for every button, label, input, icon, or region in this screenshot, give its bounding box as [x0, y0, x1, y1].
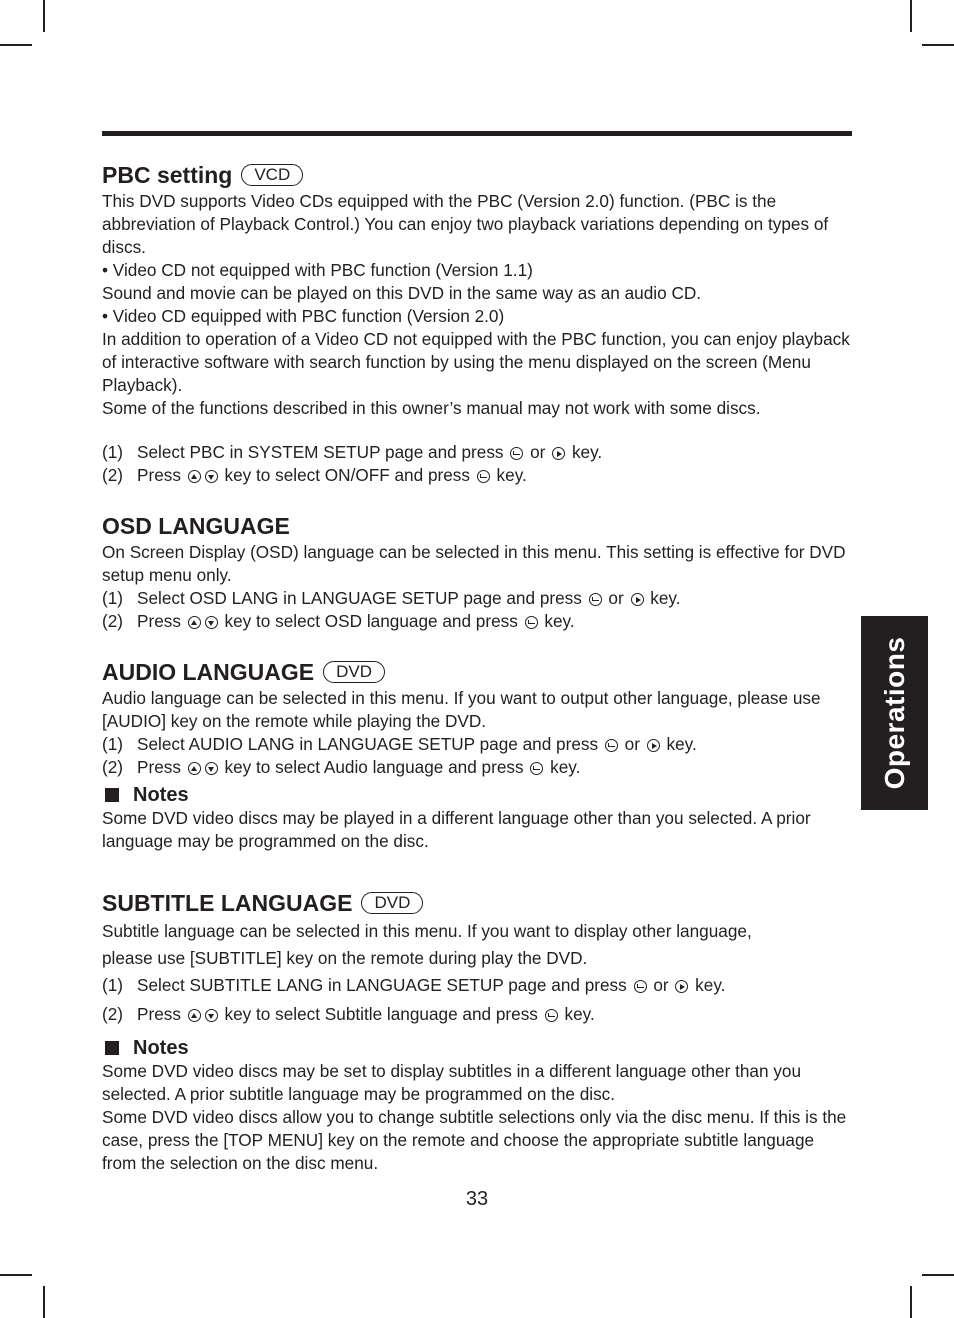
- notes-title: Notes: [133, 1037, 189, 1059]
- audio-heading: [102, 657, 852, 687]
- enter-icon: [545, 1009, 558, 1022]
- pbc-heading: [102, 160, 852, 190]
- pbc-bullet-1: • Video CD not equipped with PBC function (Version 1.1): [102, 260, 533, 280]
- subtitle-title: SUBTITLE LANGUAGE: [102, 890, 353, 916]
- crop-mark: [43, 1286, 45, 1318]
- subtitle-step-2: [102, 1001, 852, 1028]
- down-arrow-icon: [205, 616, 218, 629]
- pbc-note: Some of the functions described in this owner’s manual may not work with some discs.: [102, 398, 761, 418]
- osd-step-1: [102, 587, 852, 610]
- vcd-badge: VCD: [241, 164, 303, 186]
- pbc-bullet-2-text: In addition to operation of a Video CD not equipped with the PBC function, you can enjoy playback of interactive software with search function by using the menu displayed on the screen (Menu Playback).: [102, 329, 850, 395]
- down-arrow-icon: [205, 1009, 218, 1022]
- step-number: (2): [102, 611, 124, 631]
- osd-heading: [102, 511, 852, 541]
- step-number: (1): [102, 734, 124, 754]
- or-text: or: [530, 442, 546, 462]
- step-text: Select PBC in SYSTEM SETUP page and press: [137, 442, 504, 462]
- enter-icon: [605, 739, 618, 752]
- key-text: key.: [695, 975, 726, 995]
- key-text: key.: [544, 611, 575, 631]
- step-text: Press: [137, 465, 181, 485]
- step-text: Press: [137, 757, 181, 777]
- enter-icon: [589, 593, 602, 606]
- audio-notes-text: Some DVD video discs may be played in a different language other than you selected. A prior language may be programmed on the disc.: [102, 808, 811, 851]
- or-text: or: [653, 975, 669, 995]
- step-number: (1): [102, 442, 124, 462]
- crop-mark: [910, 1286, 912, 1318]
- key-text: key.: [564, 1004, 595, 1024]
- header-rule: [102, 131, 852, 136]
- subtitle-heading: [102, 888, 852, 918]
- crop-mark: [43, 0, 45, 32]
- osd-title: OSD LANGUAGE: [102, 513, 290, 539]
- dvd-badge: DVD: [361, 892, 423, 914]
- down-arrow-icon: [205, 762, 218, 775]
- key-text: key.: [550, 757, 581, 777]
- pbc-bullet-1-text: Sound and movie can be played on this DVD in the same way as an audio CD.: [102, 283, 702, 303]
- step-text: Select AUDIO LANG in LANGUAGE SETUP page and press: [137, 734, 599, 754]
- dvd-badge: DVD: [323, 661, 385, 683]
- key-text: key.: [571, 442, 603, 462]
- step-number: (2): [102, 757, 124, 777]
- step-text: key to select ON/OFF and press: [224, 465, 470, 485]
- crop-mark: [922, 44, 954, 46]
- step-text: Select SUBTITLE LANG in LANGUAGE SETUP page and press: [137, 975, 627, 995]
- subtitle-notes-heading: [102, 1036, 852, 1060]
- right-arrow-icon: [647, 739, 660, 752]
- subtitle-step-1: [102, 972, 852, 999]
- subtitle-intro-1: Subtitle language can be selected in this menu. If you want to display other language,: [102, 921, 752, 941]
- up-arrow-icon: [188, 762, 201, 775]
- step-number: (1): [102, 588, 124, 608]
- operations-side-tab: [861, 616, 928, 810]
- down-arrow-icon: [205, 470, 218, 483]
- step-text: Select OSD LANG in LANGUAGE SETUP page and press: [137, 588, 582, 608]
- audio-notes-heading: [102, 783, 852, 807]
- key-text: key.: [496, 465, 527, 485]
- subtitle-intro-2: please use [SUBTITLE] key on the remote during play the DVD.: [102, 948, 588, 968]
- subtitle-notes-text-1: Some DVD video discs may be set to display subtitles in a different language other than you selected. A prior subtitle language may be programmed on the disc.: [102, 1061, 802, 1104]
- enter-icon: [477, 470, 490, 483]
- pbc-intro: This DVD supports Video CDs equipped with the PBC (Version 2.0) function. (PBC is the abbreviation of Playback Control.) You can enjoy two playback variations depending on types of discs.: [102, 191, 829, 257]
- pbc-step-1: [102, 441, 852, 464]
- pbc-bullet-2: • Video CD equipped with PBC function (Version 2.0): [102, 306, 505, 326]
- subtitle-notes-text-2: Some DVD video discs allow you to change subtitle selections only via the disc menu. If this is the case, press the [TOP MENU] key on the remote and choose the appropriate subtitle language from the selection on the disc menu.: [102, 1107, 847, 1173]
- step-number: (1): [102, 975, 124, 995]
- or-text: or: [624, 734, 640, 754]
- step-number: (2): [102, 465, 124, 485]
- step-text: key to select Subtitle language and press: [224, 1004, 538, 1024]
- pbc-title: PBC setting: [102, 162, 233, 188]
- up-arrow-icon: [188, 1009, 201, 1022]
- page-content: [102, 160, 852, 1175]
- audio-intro: Audio language can be selected in this menu. If you want to output other language, please use [AUDIO] key on the remote while playing the DVD.: [102, 688, 821, 731]
- crop-mark: [922, 1274, 954, 1276]
- side-tab-label: Operations: [878, 636, 910, 790]
- enter-icon: [634, 980, 647, 993]
- step-number: (2): [102, 1004, 124, 1024]
- right-arrow-icon: [631, 593, 644, 606]
- audio-step-1: [102, 733, 852, 756]
- step-text: key to select Audio language and press: [224, 757, 524, 777]
- crop-mark: [0, 44, 32, 46]
- right-arrow-icon: [552, 447, 565, 460]
- enter-icon: [510, 447, 523, 460]
- enter-icon: [530, 762, 543, 775]
- page-number: 33: [465, 1188, 489, 1210]
- step-text: Press: [137, 611, 181, 631]
- step-text: Press: [137, 1004, 181, 1024]
- osd-step-2: [102, 610, 852, 633]
- osd-intro: On Screen Display (OSD) language can be selected in this menu. This setting is effective for DVD setup menu only.: [102, 542, 846, 585]
- up-arrow-icon: [188, 616, 201, 629]
- audio-title: AUDIO LANGUAGE: [102, 659, 315, 685]
- square-bullet-icon: [105, 788, 119, 802]
- enter-icon: [525, 616, 538, 629]
- or-text: or: [608, 588, 624, 608]
- pbc-step-2: [102, 464, 852, 487]
- step-text: key to select OSD language and press: [224, 611, 518, 631]
- key-text: key.: [650, 588, 681, 608]
- key-text: key.: [666, 734, 697, 754]
- audio-step-2: [102, 756, 852, 779]
- right-arrow-icon: [675, 980, 688, 993]
- notes-title: Notes: [133, 784, 189, 806]
- square-bullet-icon: [105, 1041, 119, 1055]
- crop-mark: [910, 0, 912, 32]
- crop-mark: [0, 1274, 32, 1276]
- up-arrow-icon: [188, 470, 201, 483]
